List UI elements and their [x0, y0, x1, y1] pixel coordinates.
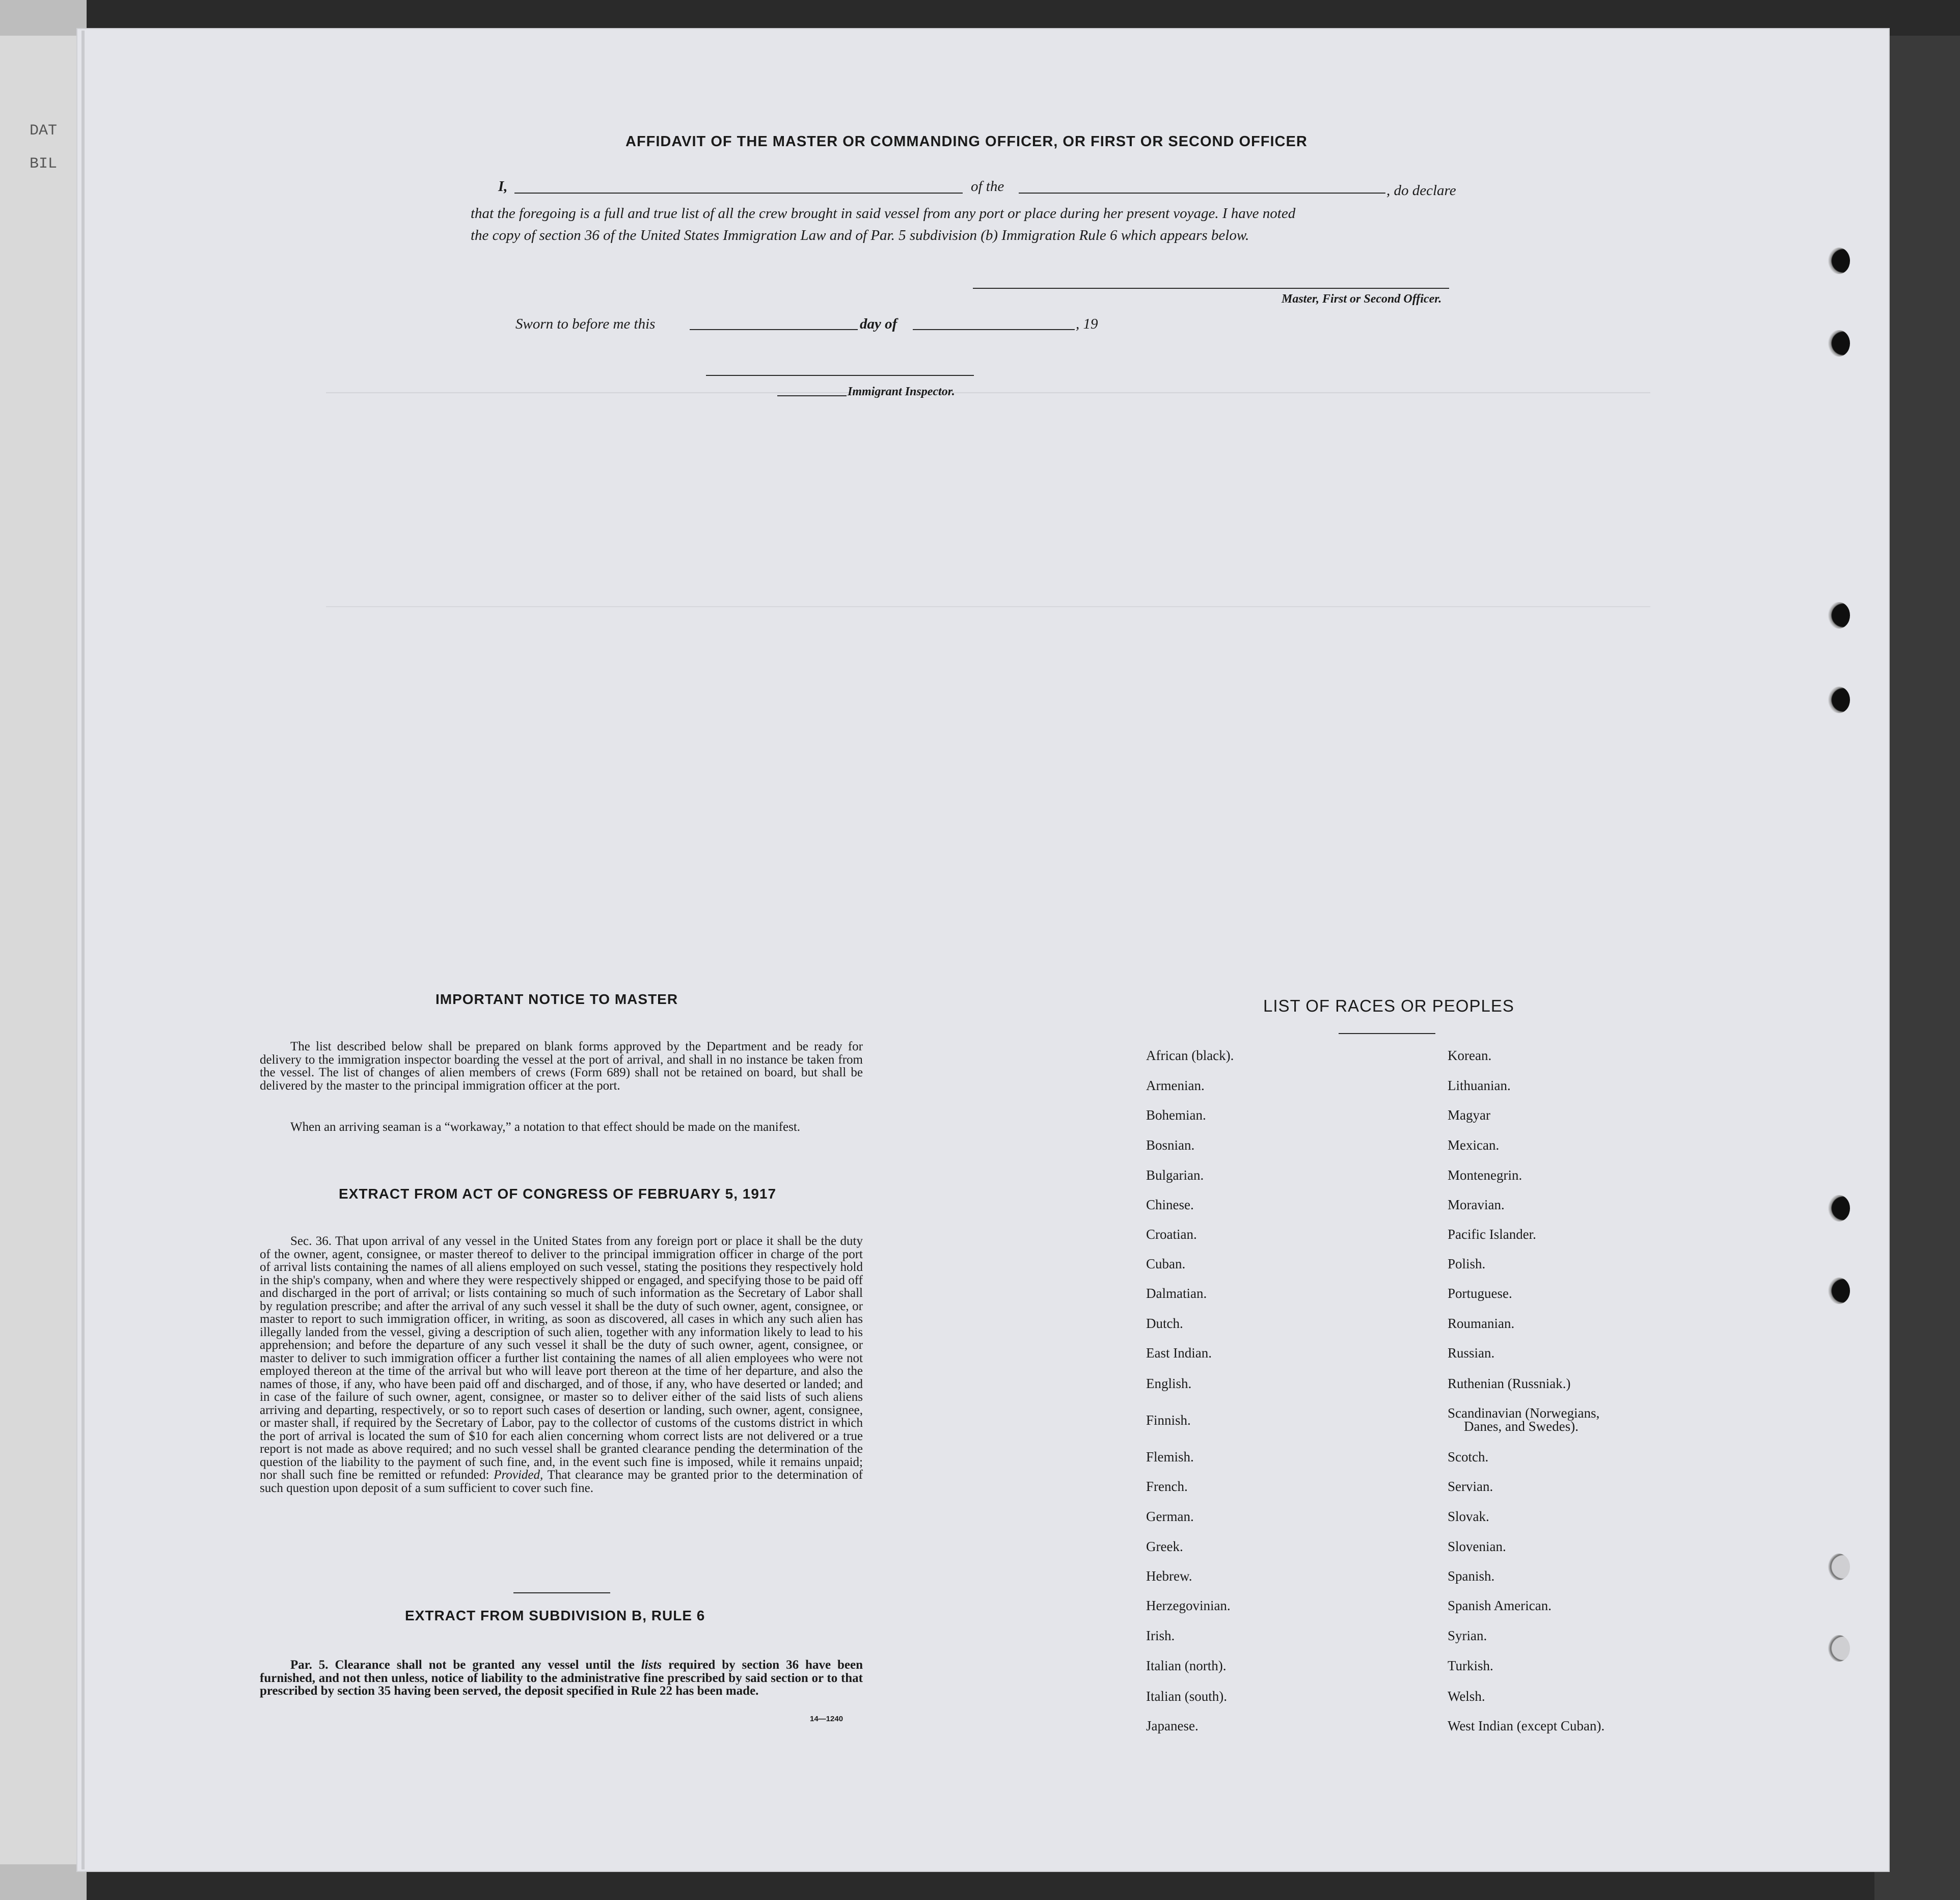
rule-extract-heading: EXTRACT FROM SUBDIVISION B, RULE 6	[405, 1608, 705, 1623]
race-item: Dutch.	[1146, 1316, 1183, 1331]
notice-paragraph-1: The list described below shall be prepared on blank forms approved by the Department and be ready for delivery to the immigration inspector boarding the vessel at the port of arrival, and shall in no instance be taken from the vessel. The list of changes of alien members of crews (Form 689) shall not be retained on board, but shall be delivered by the master to the principal immigration officer at the port.	[260, 1040, 863, 1093]
inspector-name-rule	[777, 395, 847, 396]
race-item: Syrian.	[1448, 1628, 1487, 1643]
race-item: Armenian.	[1146, 1078, 1205, 1093]
race-item: Chinese.	[1146, 1197, 1194, 1212]
section-36-body: That upon arrival of any vessel in the United States from any foreign port or place it shall be the duty of the owner, agent, consignee, or master thereof to deliver to the principal immigration officer in charge of the port of arrival lists containing the names of all aliens employed on such vessel, stating the positions they respectively hold in the ship's company, when and where they were respectively shipped or engaged, and specifying those to be paid off and discharged in the port of arrival; or lists containing so much of such information as the Secretary of Labor shall by regulation prescribe; and after the arrival of any such vessel it shall be the duty of such owner, agent, consignee, or master to report to such immigration officer, in writing, as soon as discovered, all cases in which any such alien has illegally landed from the vessel, giving a description of such alien, together with any information likely to lead to his apprehension; and before the departure of any such vessel it shall be the duty of such owner, agent, consignee, or master to deliver to such immigration officer a further list containing the names of all alien employees who were not employed thereon at the time of the arrival but who will leave port thereon at the time of her departure, and also the names of those, if any, who have been paid off and discharged, and of those, if any, who have deserted or landed; and in case of the failure of such owner, agent, consignee, or master so to deliver either of the said lists of such aliens arriving and departing, respectively, or so to report such cases of desertion or landing, such owner, agent, consignee, or master shall, if required by the Secretary of Labor, pay to the collector of customs of the customs district in which the port of arrival is located the sum of $10 for each alien concerning whom correct lists are not delivered or a true report is not made as above required; and no such vessel shall be granted clearance pending the determination of the question of the liability to the payment of such fine, and, in the event such fine is imposed, while it remains unpaid; nor shall such fine be remitted or refunded:	[260, 1234, 863, 1482]
binder-hole-icon	[1828, 1554, 1850, 1580]
race-item: Spanish American.	[1448, 1598, 1551, 1613]
race-item: Croatian.	[1146, 1227, 1197, 1242]
race-item: Danes, and Swedes).	[1464, 1419, 1578, 1434]
race-item: Magyar	[1448, 1107, 1490, 1123]
race-item: Hebrew.	[1146, 1568, 1192, 1584]
race-item: Bulgarian.	[1146, 1168, 1204, 1183]
affidavit-title: AFFIDAVIT OF THE MASTER OR COMMANDING OFFICER, OR FIRST OR SECOND OFFICER	[625, 133, 1308, 150]
binder-hole-icon	[1828, 1195, 1850, 1222]
race-item: French.	[1146, 1479, 1188, 1494]
form-page	[76, 28, 1890, 1872]
race-item: Servian.	[1448, 1479, 1493, 1494]
page-fold	[81, 31, 85, 1869]
race-item: Ruthenian (Russniak.)	[1448, 1376, 1571, 1391]
inspector-signature-field[interactable]	[706, 375, 974, 376]
year-label: , 19	[1076, 316, 1098, 332]
binder-hole-icon	[1828, 248, 1850, 274]
binder-hole-icon	[1828, 602, 1850, 629]
race-item: Dalmatian.	[1146, 1286, 1207, 1301]
master-signature-label: Master, First or Second Officer.	[1282, 292, 1442, 306]
master-signature-field[interactable]	[973, 288, 1449, 289]
races-title-underline	[1339, 1033, 1435, 1034]
race-item: Scotch.	[1448, 1449, 1489, 1464]
race-item: Polish.	[1448, 1256, 1486, 1271]
race-item: German.	[1146, 1509, 1194, 1524]
race-item: Korean.	[1448, 1048, 1492, 1063]
race-item: Bohemian.	[1146, 1107, 1206, 1123]
race-item: Mexican.	[1448, 1137, 1500, 1153]
race-item: Portuguese.	[1448, 1286, 1512, 1301]
sworn-day-field[interactable]	[690, 329, 858, 330]
section-label: Sec. 36.	[290, 1234, 332, 1248]
bleed-through-rule	[326, 606, 1650, 607]
race-item: Russian.	[1448, 1345, 1495, 1361]
race-item: Cuban.	[1146, 1256, 1186, 1271]
of-the-label: of the	[971, 178, 1004, 195]
underlying-stub-2: BIL	[30, 155, 58, 173]
rule-6-body: Par. 5. Clearance shall not be granted any vessel until the	[290, 1658, 635, 1672]
declarant-label: I,	[498, 178, 508, 195]
race-item: Montenegrin.	[1448, 1168, 1522, 1183]
race-item: Scandinavian (Norwegians,	[1448, 1405, 1600, 1421]
race-item: Welsh.	[1448, 1689, 1485, 1704]
bleed-through-rule	[326, 392, 1650, 393]
race-item: Roumanian.	[1448, 1316, 1515, 1331]
sworn-label: Sworn to before me this	[515, 316, 656, 332]
sworn-month-field[interactable]	[913, 329, 1075, 330]
race-item: Spanish.	[1448, 1568, 1495, 1584]
section-36-tail: That clearance may be granted prior to the determination of such question upon deposit of a sum sufficient to cover such fine.	[260, 1468, 863, 1495]
notice-heading: IMPORTANT NOTICE TO MASTER	[435, 991, 678, 1007]
race-item: Herzegovinian.	[1146, 1598, 1231, 1613]
race-item: Slovak.	[1448, 1509, 1489, 1524]
race-item: Lithuanian.	[1448, 1078, 1511, 1093]
race-item: Finnish.	[1146, 1413, 1191, 1428]
races-title: LIST OF RACES OR PEOPLES	[1263, 996, 1514, 1015]
proviso-word: Provided,	[494, 1468, 543, 1482]
do-declare-label: , do declare	[1386, 182, 1456, 199]
race-item: Japanese.	[1146, 1718, 1199, 1733]
race-item: Slovenian.	[1448, 1539, 1506, 1554]
race-item: Turkish.	[1448, 1658, 1493, 1673]
inspector-label: Immigrant Inspector.	[848, 385, 955, 398]
race-item: Bosnian.	[1146, 1137, 1195, 1153]
race-item: African (black).	[1146, 1048, 1234, 1063]
binder-hole-icon	[1828, 1635, 1850, 1662]
declarant-name-field[interactable]	[514, 193, 963, 194]
race-item: English.	[1146, 1376, 1192, 1391]
notice-paragraph-2: When an arriving seaman is a “workaway,” a notation to that effect should be made on the manifest.	[290, 1120, 801, 1134]
race-item: Irish.	[1146, 1628, 1175, 1643]
rule-6-tail: required by section 36 have been furnished, and not then unless, notice of liability to the administrative fine prescribed by said section or to that prescribed by section 35 having been served, the deposit specified in Rule 22 has been made.	[260, 1658, 863, 1698]
race-item: Pacific Islander.	[1448, 1227, 1536, 1242]
underlying-stub-1: DAT	[30, 122, 58, 140]
section-36-text	[260, 1235, 863, 1495]
race-item: Flemish.	[1146, 1449, 1194, 1464]
vessel-name-field[interactable]	[1019, 193, 1385, 194]
affidavit-body-line-2: the copy of section 36 of the United States Immigration Law and of Par. 5 subdivision (b) Immigration Rule 6 which appears below.	[471, 227, 1249, 243]
act-extract-heading: EXTRACT FROM ACT OF CONGRESS OF FEBRUARY 5, 1917	[339, 1186, 777, 1202]
binder-hole-icon	[1828, 687, 1850, 713]
race-item: Moravian.	[1448, 1197, 1505, 1212]
race-item: Italian (south).	[1146, 1689, 1227, 1704]
underlying-page-strip	[0, 36, 76, 1864]
race-item: West Indian (except Cuban).	[1448, 1718, 1605, 1733]
race-item: Italian (north).	[1146, 1658, 1227, 1673]
rule-6-text	[260, 1659, 863, 1698]
binder-hole-icon	[1828, 330, 1850, 357]
affidavit-body-line-1: that the foregoing is a full and true list of all the crew brought in said vessel from any port or place during her present voyage. I have noted	[471, 205, 1296, 222]
race-item: Greek.	[1146, 1539, 1183, 1554]
binder-hole-icon	[1828, 1278, 1850, 1304]
race-item: East Indian.	[1146, 1345, 1212, 1361]
lists-word: lists	[641, 1658, 662, 1672]
day-of-label: day of	[860, 316, 897, 332]
underlying-page	[0, 0, 87, 1900]
form-number: 14—1240	[810, 1715, 843, 1723]
section-divider	[513, 1592, 610, 1593]
